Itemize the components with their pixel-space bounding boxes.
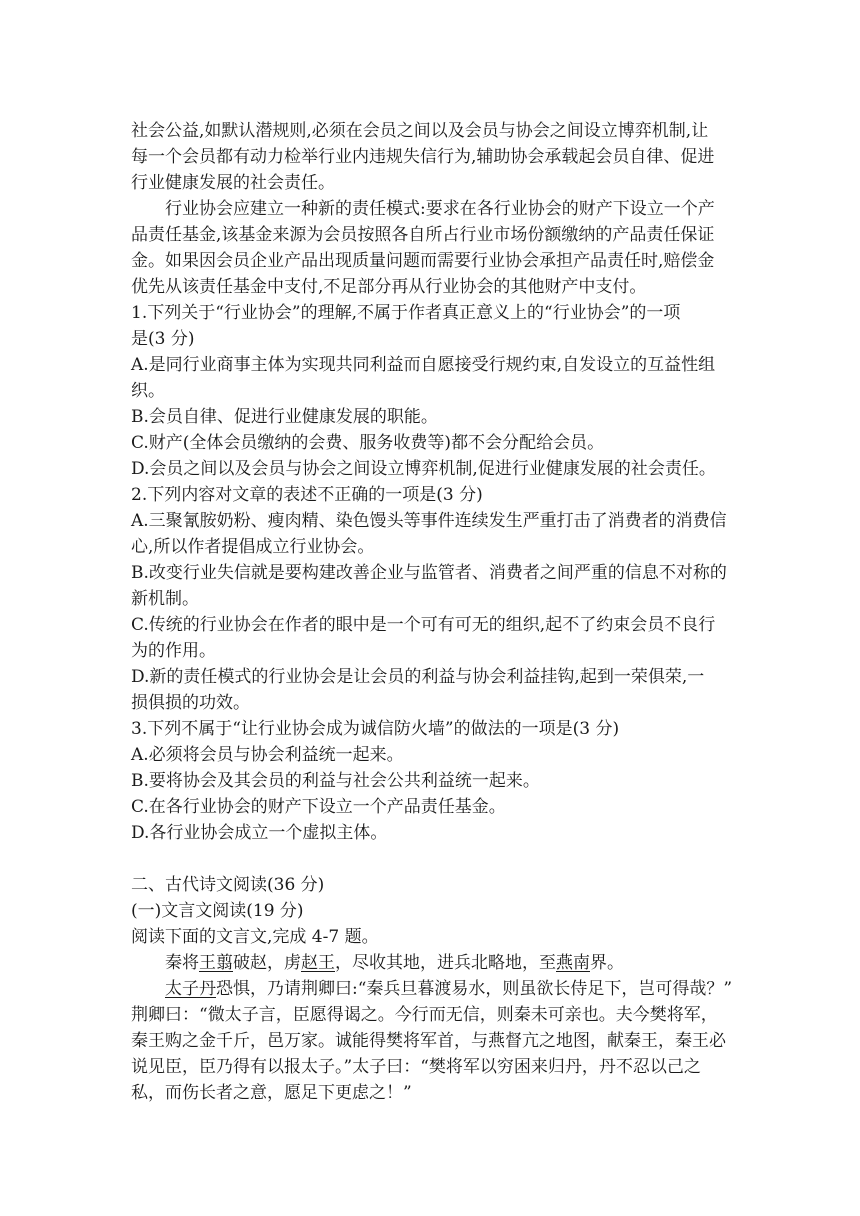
question-3-stem: 3.下列不属于“让行业协会成为诚信防火墙”的做法的一项是(3 分) bbox=[131, 719, 620, 739]
classical-line: 说见臣，臣乃得有以报太子。”太子曰：“樊将军以穷困来归丹，丹不忍以己之 bbox=[131, 1057, 701, 1077]
classical-line: 荆卿曰：“微太子言，臣愿得谒之。今行而无信，则秦未可亲也。夫今樊将军， bbox=[131, 1005, 718, 1025]
question-2-stem: 2.下列内容对文章的表述不正确的一项是(3 分) bbox=[131, 485, 483, 505]
question-2-option-b: B.改变行业失信就是要构建改善企业与监管者、消费者之间严重的信息不对称的 bbox=[131, 563, 727, 583]
underlined-name: 赵王 bbox=[301, 953, 335, 973]
question-2-option-d: D.新的责任模式的行业协会是让会员的利益与协会利益挂钩,起到一荣俱荣,一 bbox=[131, 667, 705, 687]
question-2-option-c: 为的作用。 bbox=[131, 641, 216, 661]
blank-gap bbox=[131, 846, 734, 872]
document-page bbox=[131, 118, 734, 1106]
section-title: 二、古代诗文阅读(36 分) bbox=[131, 875, 325, 895]
passage-line: 行业健康发展的社会责任。 bbox=[131, 173, 335, 193]
question-3-option-a: A.必须将会员与协会利益统一起来。 bbox=[131, 745, 404, 765]
question-3-option-d: D.各行业协会成立一个虚拟主体。 bbox=[131, 823, 388, 843]
question-1-option-a: A.是同行业商事主体为实现共同利益而自愿接受行规约束,自发设立的互益性组 bbox=[131, 355, 716, 375]
question-3-option-b: B.要将协会及其会员的利益与社会公共利益统一起来。 bbox=[131, 771, 540, 791]
question-2-option-d: 损俱损的功效。 bbox=[131, 693, 250, 713]
passage-line: 金。如果因会员企业产品出现质量问题而需要行业协会承担产品责任时,赔偿金 bbox=[131, 251, 715, 271]
question-1-stem: 是(3 分) bbox=[131, 329, 195, 349]
question-2-option-a: 心,所以作者提倡成立行业协会。 bbox=[131, 537, 375, 557]
question-2-option-a: A.三聚氰胺奶粉、瘦肉精、染色馒头等事件连续发生严重打击了消费者的消费信 bbox=[131, 511, 727, 531]
passage-line: 每一个会员都有动力检举行业内违规失信行为,辅助协会承载起会员自律、促进 bbox=[131, 147, 715, 167]
question-2-option-b: 新机制。 bbox=[131, 589, 199, 609]
question-1-stem: 1.下列关于“行业协会”的理解,不属于作者真正意义上的“行业协会”的一项 bbox=[131, 303, 681, 323]
passage-line: 品责任基金,该基金来源为会员按照各自所占行业市场份额缴纳的产品责任保证 bbox=[131, 225, 715, 245]
passage-line: 行业协会应建立一种新的责任模式:要求在各行业协会的财产下设立一个产 bbox=[165, 199, 715, 219]
passage-line: 优先从该责任基金中支付,不足部分再从行业协会的其他财产中支付。 bbox=[131, 277, 647, 297]
instructions: 阅读下面的文言文,完成 4-7 题。 bbox=[131, 927, 379, 947]
question-1-option-b: B.会员自律、促进行业健康发展的职能。 bbox=[131, 407, 438, 427]
classical-line: 私，而伤长者之意，愿足下更虑之！” bbox=[131, 1083, 412, 1103]
question-1-option-a: 织。 bbox=[131, 381, 165, 401]
passage-line: 社会公益,如默认潜规则,必须在会员之间以及会员与协会之间设立博弈机制,让 bbox=[131, 121, 709, 141]
question-3-option-c: C.在各行业协会的财产下设立一个产品责任基金。 bbox=[131, 797, 506, 817]
underlined-name: 王翦 bbox=[199, 953, 233, 973]
subsection-title: (一)文言文阅读(19 分) bbox=[131, 901, 304, 921]
classical-line: 太子丹恐惧，乃请荆卿曰:“秦兵旦暮渡易水，则虽欲长侍足下，岂可得哉？” bbox=[165, 979, 733, 999]
underlined-name: 太子丹 bbox=[165, 979, 216, 999]
classical-line: 秦王购之金千斤，邑万家。诚能得樊将军首，与燕督亢之地图，献秦王，秦王必 bbox=[131, 1031, 726, 1051]
question-1-option-c: C.财产(全体会员缴纳的会费、服务收费等)都不会分配给会员。 bbox=[131, 433, 605, 453]
question-2-option-c: C.传统的行业协会在作者的眼中是一个可有可无的组织,起不了约束会员不良行 bbox=[131, 615, 716, 635]
question-1-option-d: D.会员之间以及会员与协会之间设立博弈机制,促进行业健康发展的社会责任。 bbox=[131, 459, 716, 479]
classical-line: 秦将王翦破赵，虏赵王，尽收其地，进兵北略地，至燕南界。 bbox=[165, 953, 624, 973]
underlined-name: 燕南 bbox=[556, 953, 590, 973]
